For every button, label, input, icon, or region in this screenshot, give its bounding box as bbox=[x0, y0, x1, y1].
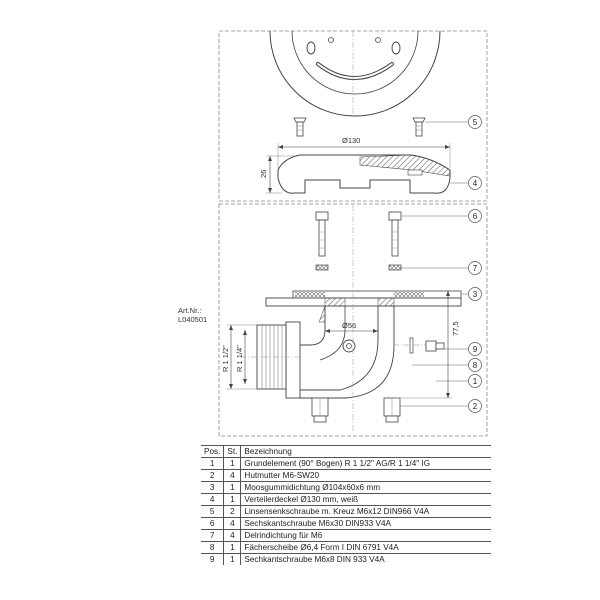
dim-lid-diameter-text: Ø130 bbox=[342, 136, 361, 145]
svg-text:8: 8 bbox=[472, 361, 478, 370]
row-desc: Sechskantschraube M6x30 DIN933 V4A bbox=[241, 518, 492, 530]
svg-text:3: 3 bbox=[472, 290, 478, 299]
lid-section bbox=[278, 155, 450, 193]
dim-thread-inner-text: R 1 1/4" bbox=[235, 345, 244, 372]
table-row bbox=[201, 494, 491, 506]
callout-7 bbox=[469, 262, 482, 275]
cap-nut-right bbox=[384, 398, 400, 422]
washer-pos7-right bbox=[389, 265, 401, 270]
row-desc: Grundelement (90° Bogen) R 1 1/2" AG/R 1 1/4" IG bbox=[241, 458, 492, 470]
dim-thread-inner bbox=[235, 330, 247, 384]
table-row bbox=[201, 506, 491, 518]
row-qty: 1 bbox=[224, 554, 241, 566]
row-pos: 4 bbox=[201, 494, 224, 506]
row-desc: Moosgummidichtung Ø104x60x6 mm bbox=[241, 482, 492, 494]
table-row bbox=[201, 470, 491, 482]
svg-text:1: 1 bbox=[472, 377, 478, 386]
table-row bbox=[201, 530, 491, 542]
row-qty: 1 bbox=[224, 458, 241, 470]
row-pos: 9 bbox=[201, 554, 224, 566]
row-pos: 5 bbox=[201, 506, 224, 518]
parts-list-header bbox=[201, 446, 491, 458]
row-desc: Hutmutter M6-SW20 bbox=[241, 470, 492, 482]
row-qty: 4 bbox=[224, 518, 241, 530]
screw-pos5-right bbox=[413, 118, 425, 136]
parts-list-table bbox=[201, 445, 491, 565]
row-qty: 4 bbox=[224, 470, 241, 482]
svg-text:7: 7 bbox=[472, 264, 478, 273]
table-row bbox=[201, 482, 491, 494]
row-pos: 7 bbox=[201, 530, 224, 542]
svg-text:4: 4 bbox=[472, 179, 478, 188]
row-pos: 8 bbox=[201, 542, 224, 554]
row-qty: 4 bbox=[224, 530, 241, 542]
table-row bbox=[201, 458, 491, 470]
callout-8 bbox=[469, 359, 482, 372]
row-desc: Delrindichtung für M6 bbox=[241, 530, 492, 542]
callout-2 bbox=[469, 400, 482, 413]
row-qty: 1 bbox=[224, 494, 241, 506]
row-qty: 1 bbox=[224, 482, 241, 494]
header-qty: St. bbox=[224, 446, 241, 458]
callout-1 bbox=[469, 375, 482, 388]
dim-total-height-text: 77,5 bbox=[451, 321, 460, 336]
dim-lid-height-text: 26 bbox=[259, 169, 268, 178]
row-qty: 2 bbox=[224, 506, 241, 518]
lid-top-view bbox=[270, 31, 440, 118]
svg-text:5: 5 bbox=[472, 118, 478, 127]
article-number-block bbox=[178, 306, 207, 324]
dim-thread-outer-text: R 1 1/2" bbox=[221, 345, 230, 372]
article-label: Art.Nr.: bbox=[178, 306, 202, 315]
row-pos: 1 bbox=[201, 458, 224, 470]
table-row bbox=[201, 542, 491, 554]
washer-pos7-left bbox=[316, 265, 328, 270]
cap-nut-left bbox=[312, 398, 328, 422]
row-desc: Sechkantschraube M6x8 DIN 933 V4A bbox=[241, 554, 492, 566]
svg-text:9: 9 bbox=[472, 345, 478, 354]
row-desc: Linsensenkschraube m. Kreuz M6x12 DIN966 V4A bbox=[241, 506, 492, 518]
screw-pos6-right bbox=[389, 212, 401, 256]
table-row bbox=[201, 554, 491, 566]
row-qty: 1 bbox=[224, 542, 241, 554]
screw-pos5-left bbox=[294, 118, 306, 136]
row-pos: 3 bbox=[201, 482, 224, 494]
article-number: L040501 bbox=[178, 315, 208, 324]
screw-pos6-left bbox=[316, 212, 328, 256]
row-desc: Fächerscheibe Ø6,4 Form I DIN 6791 V4A bbox=[241, 542, 492, 554]
row-pos: 2 bbox=[201, 470, 224, 482]
callout-6 bbox=[469, 210, 482, 223]
callout-5 bbox=[469, 116, 482, 129]
row-pos: 6 bbox=[201, 518, 224, 530]
header-pos: Pos. bbox=[201, 446, 224, 458]
dim-pipe-diameter bbox=[325, 321, 378, 333]
svg-text:6: 6 bbox=[472, 212, 478, 221]
callout-3 bbox=[469, 288, 482, 301]
callout-9 bbox=[469, 343, 482, 356]
callout-4 bbox=[469, 177, 482, 190]
header-desc: Bezeichnung bbox=[241, 446, 492, 458]
row-desc: Verteilerdeckel Ø130 mm, weiß bbox=[241, 494, 492, 506]
dim-pipe-diameter-text: Ø56 bbox=[342, 321, 357, 330]
gasket bbox=[293, 291, 461, 298]
svg-text:2: 2 bbox=[472, 402, 478, 411]
table-row bbox=[201, 518, 491, 530]
